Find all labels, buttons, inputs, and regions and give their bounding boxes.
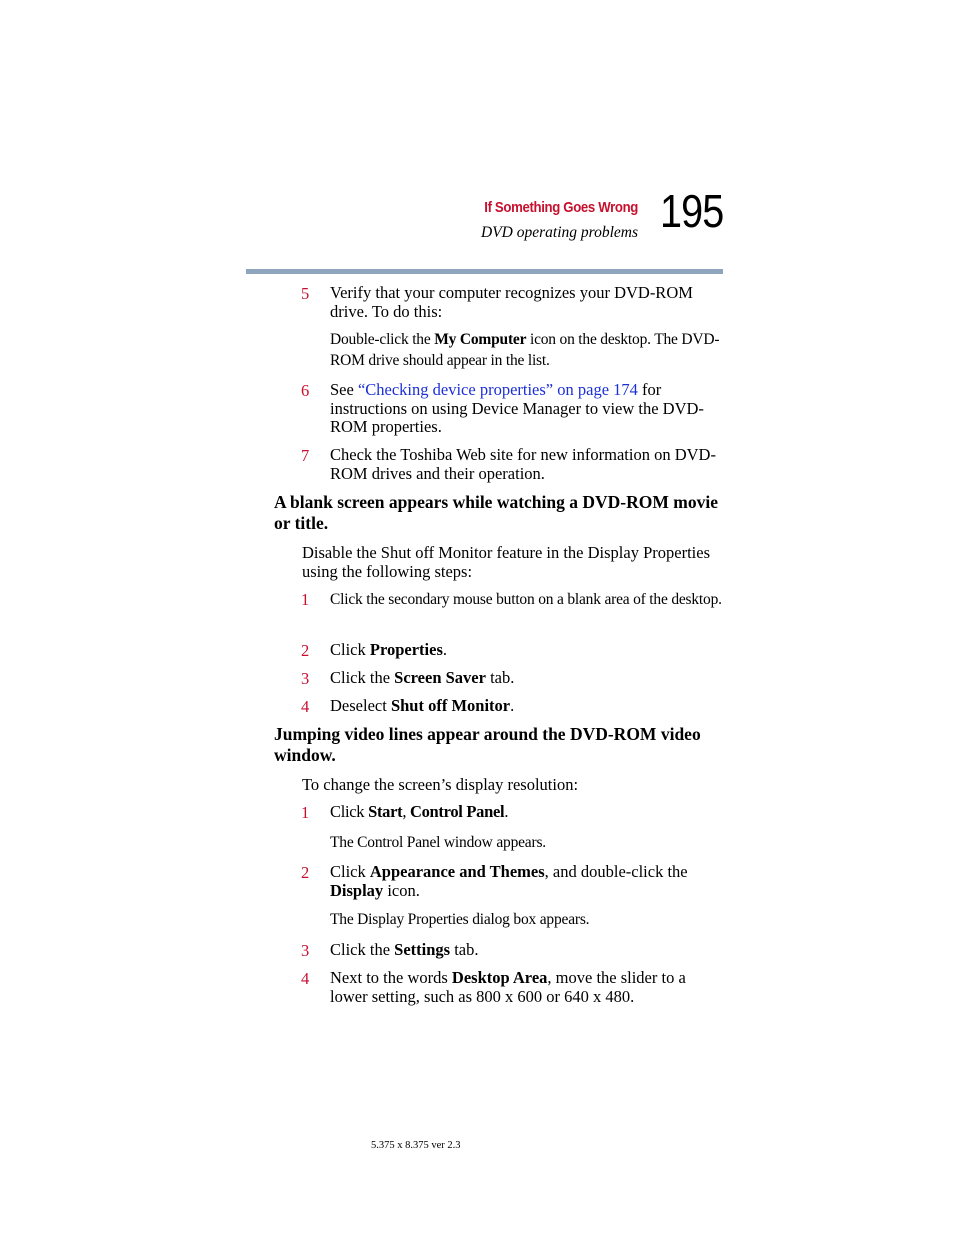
section-intro: To change the screen’s display resolution: (302, 775, 579, 794)
step-number: 1 (301, 590, 310, 609)
section-title: DVD operating problems (481, 224, 638, 241)
step-text: See “Checking device properties” on page 174 for instructions on using Device Manager to view the DVD-ROM properties. (330, 380, 704, 436)
step-number: 2 (301, 641, 310, 660)
step-note: The Control Panel window appears. (330, 834, 546, 851)
step-note: The Display Properties dialog box appears. (330, 911, 590, 928)
step-number: 7 (301, 446, 310, 465)
step-number: 1 (301, 803, 310, 822)
step-text: Verify that your computer recognizes your DVD-ROM drive. To do this: (330, 283, 693, 321)
step-number: 5 (301, 284, 310, 303)
step-text: Click Appearance and Themes, and double-click the Display icon. (330, 862, 688, 900)
header-rule (246, 269, 723, 274)
step-text: Check the Toshiba Web site for new information on DVD-ROM drives and their operation. (330, 445, 716, 483)
step-number: 2 (301, 863, 310, 882)
step-text: Click the secondary mouse button on a blank area of the desktop. (330, 591, 722, 608)
step-number: 4 (301, 697, 310, 716)
cross-reference-link[interactable]: “Checking device properties” on page 174 (357, 380, 638, 399)
page-number: 195 (660, 185, 724, 237)
step-text: Deselect Shut off Monitor. (330, 696, 515, 715)
step-note: Double-click the My Computer icon on the desktop. The DVD-ROM drive should appear in the list. (330, 331, 720, 369)
step-number: 3 (301, 941, 310, 960)
step-text: Click Properties. (330, 640, 448, 659)
page-footer: 5.375 x 8.375 ver 2.3 (371, 1140, 461, 1151)
section-intro: Disable the Shut off Monitor feature in the Display Properties using the following steps: (302, 543, 710, 581)
section-heading: A blank screen appears while watching a DVD-ROM movie or title. (274, 492, 718, 533)
step-number: 3 (301, 669, 310, 688)
step-text: Click the Screen Saver tab. (330, 668, 515, 687)
step-number: 4 (301, 969, 310, 988)
step-number: 6 (301, 381, 310, 400)
chapter-title: If Something Goes Wrong (484, 199, 638, 216)
section-heading: Jumping video lines appear around the DVD-ROM video window. (274, 724, 701, 765)
step-text: Next to the words Desktop Area, move the slider to a lower setting, such as 800 x 600 or 640 x 480. (330, 968, 686, 1006)
step-text: Click the Settings tab. (330, 940, 479, 959)
step-text: Click Start, Control Panel. (330, 802, 509, 821)
